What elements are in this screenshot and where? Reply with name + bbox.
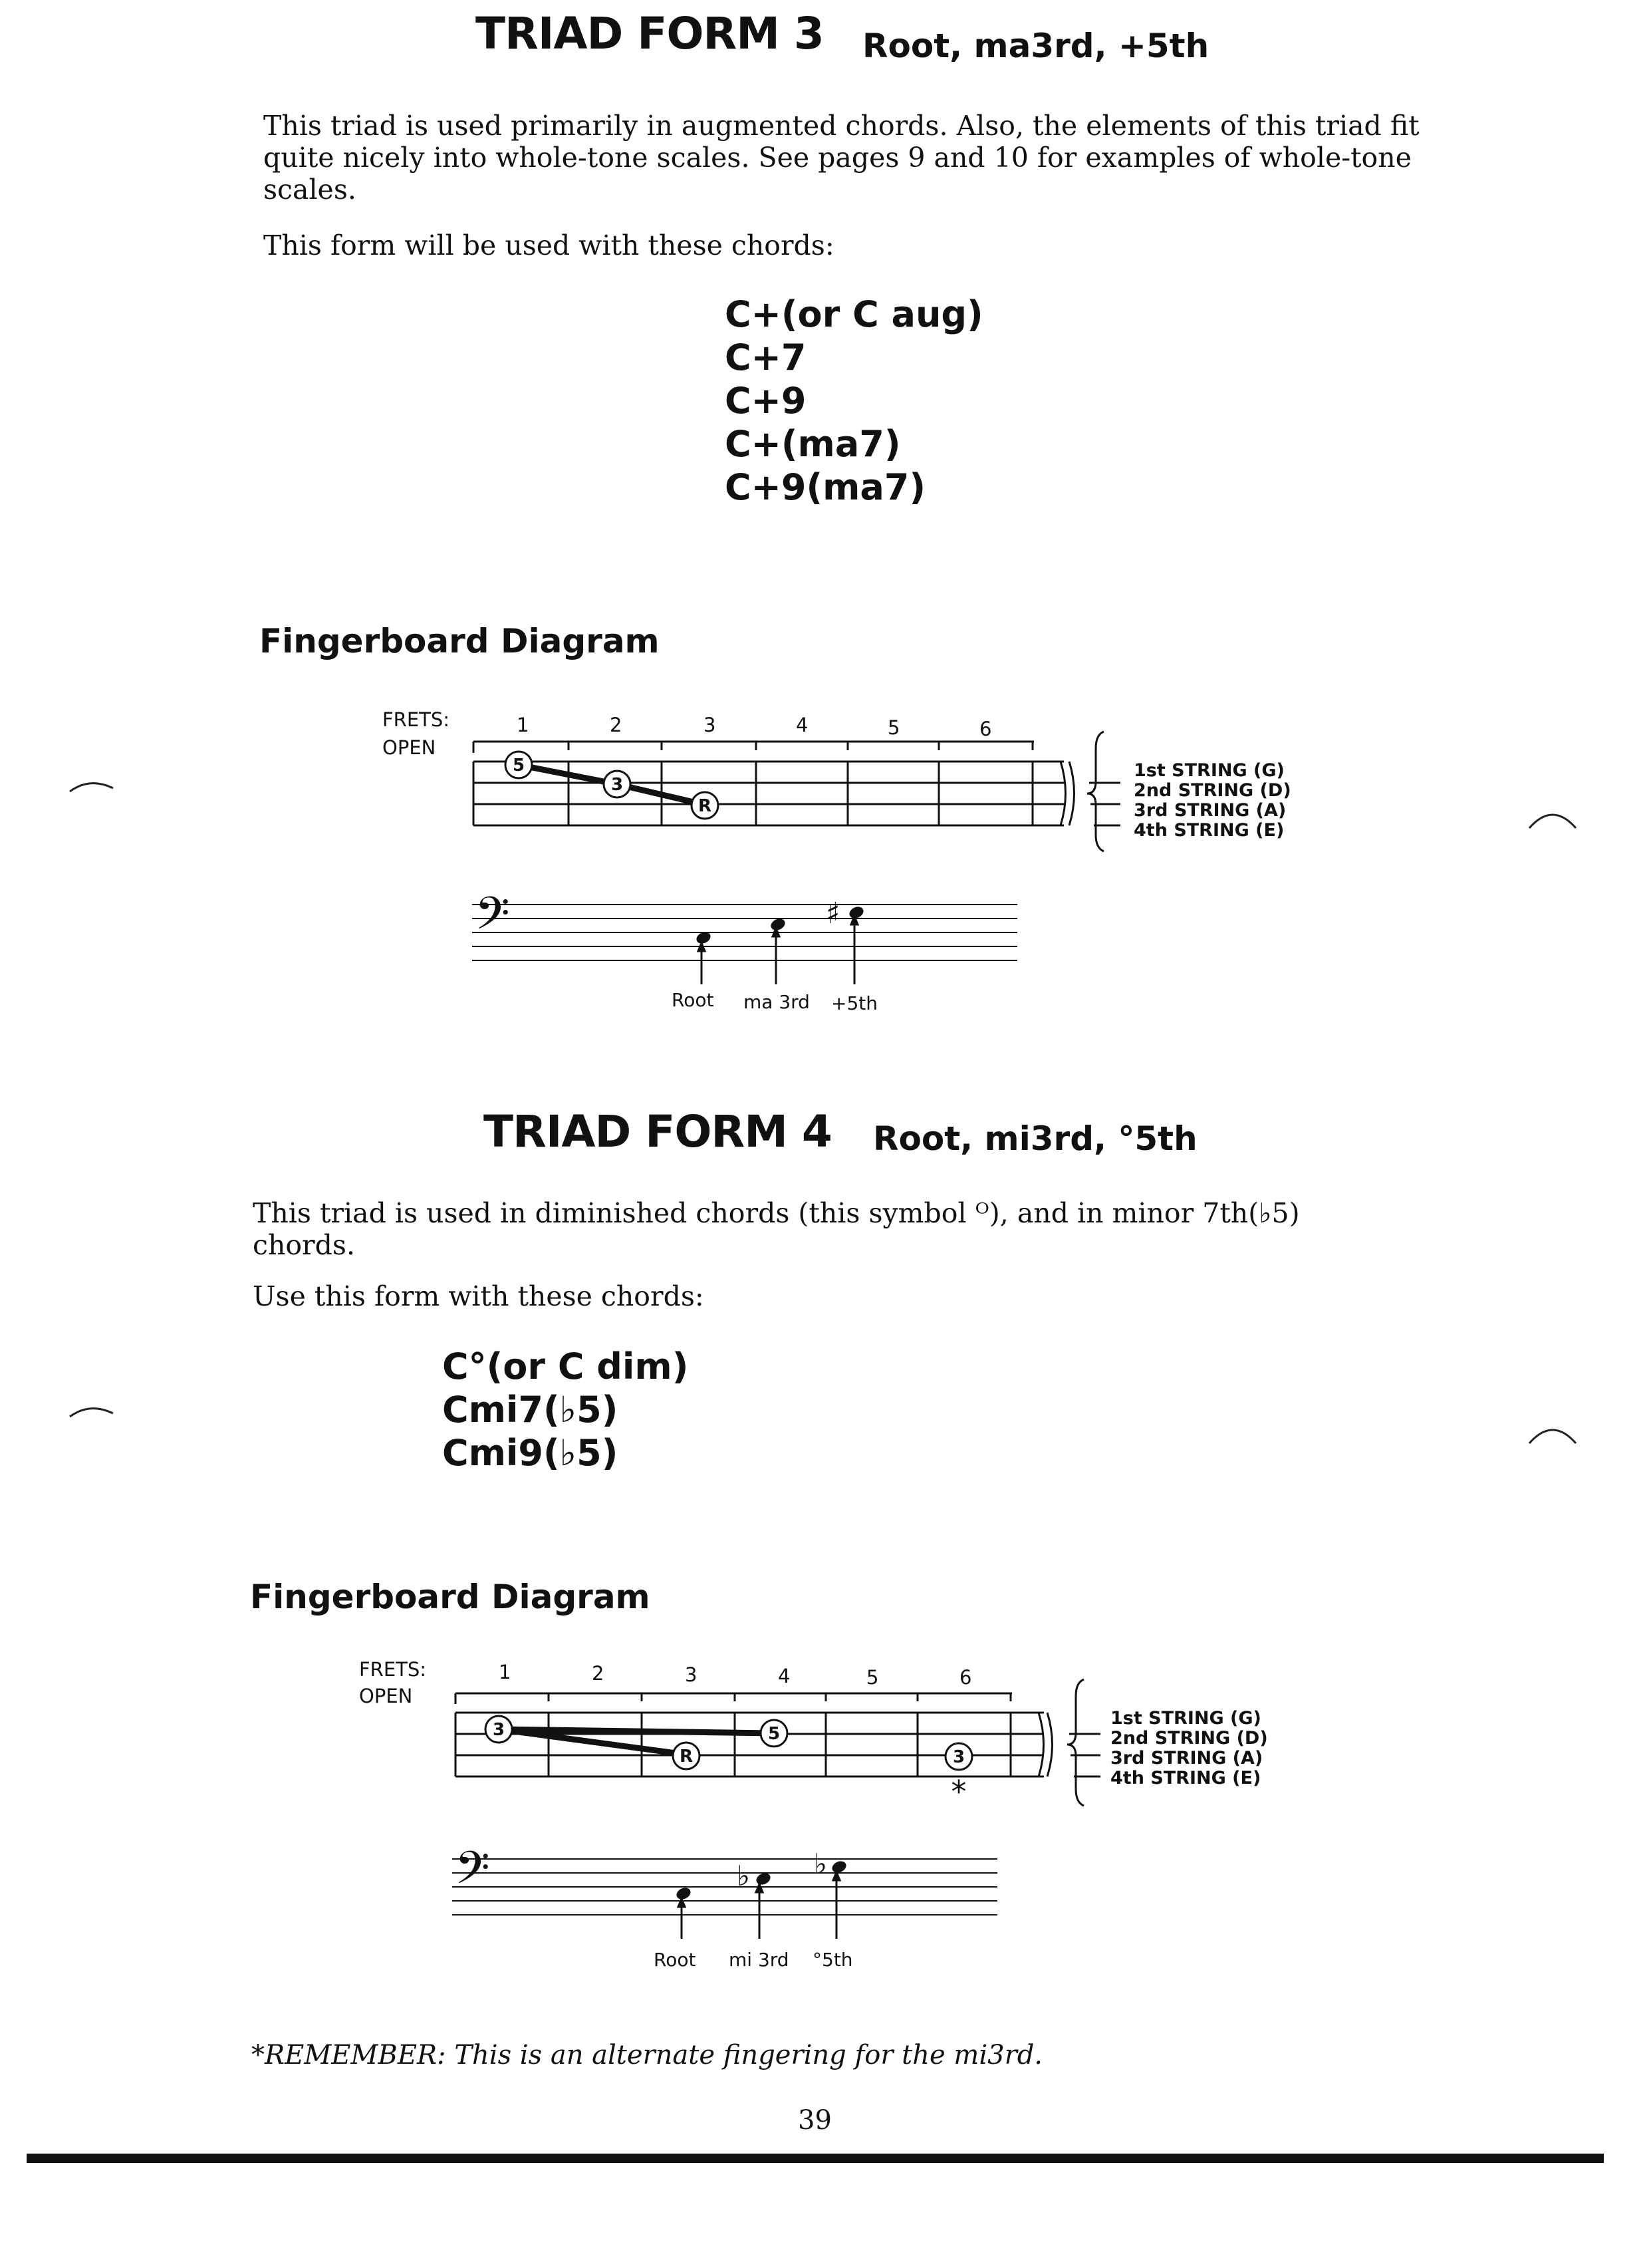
note-label: 5	[512, 756, 525, 776]
note-label: 3	[610, 775, 624, 795]
form3-diagram-heading: Fingerboard Diagram	[259, 622, 660, 660]
string-label: 1st STRING (G)	[1134, 760, 1285, 781]
form3-fingerboard	[465, 718, 1130, 865]
fret-number: 5	[866, 1666, 879, 1689]
frets-label: FRETS:	[382, 708, 450, 731]
note-label: 3	[952, 1747, 965, 1767]
open-label: OPEN	[382, 736, 436, 759]
chord-item: C+7	[725, 337, 807, 378]
remember-note: *REMEMBER: This is an alternate fingering for the mi3rd.	[251, 2040, 1043, 2070]
form4-chord-list	[442, 1345, 688, 1475]
form4-string-labels	[1110, 1708, 1268, 1789]
fret-number: 6	[959, 1666, 972, 1689]
fret-number: 1	[517, 714, 529, 736]
form3-paragraph: This triad is used primarily in augmented chords. Also, the elements of this triad fit quite nicely into whole-tone scales. See pages 9 and 10 for examples of whole-tone scales.	[263, 110, 1420, 206]
bass-clef-icon: 𝄢	[475, 888, 510, 951]
chord-item: C+9	[725, 380, 807, 422]
form4-title: TRIAD FORM 4	[483, 1106, 832, 1157]
fret-number: 5	[888, 716, 900, 739]
chord-item: C+(ma7)	[725, 423, 901, 465]
fret-number: 3	[685, 1663, 698, 1686]
fret-number: 3	[703, 714, 716, 736]
fret-number: 1	[499, 1661, 511, 1683]
note-label: 5	[767, 1724, 781, 1744]
form4-chords-intro: Use this form with these chords:	[253, 1280, 704, 1312]
chord-item: Cmi9(♭5)	[442, 1432, 618, 1474]
bottom-rule	[27, 2154, 1604, 2163]
string-label: 2nd STRING (D)	[1110, 1728, 1268, 1749]
note-head	[675, 1886, 693, 1902]
fret-number: 4	[778, 1665, 791, 1687]
asterisk-icon: *	[951, 1774, 967, 1810]
fret-number: 2	[610, 714, 622, 736]
form3-chords-intro: This form will be used with these chords:	[263, 229, 834, 261]
page-number: 39	[798, 2105, 832, 2136]
fret-number: 4	[796, 714, 809, 736]
flat-icon: ♭	[737, 1860, 750, 1892]
form4-fingerboard	[445, 1669, 1110, 1829]
note-label: R	[679, 1747, 694, 1767]
flat-icon: ♭	[814, 1848, 827, 1880]
form3-title: TRIAD FORM 3	[475, 8, 824, 59]
form4-diagram-heading: Fingerboard Diagram	[250, 1578, 650, 1616]
string-label: 1st STRING (G)	[1110, 1708, 1261, 1729]
sharp-icon: ♯	[826, 897, 840, 930]
fret-number: 2	[592, 1662, 604, 1685]
form4-paragraph: This triad is used in diminished chords (this symbol ᴼ), and in minor 7th(♭5) chords.	[253, 1197, 1300, 1261]
open-label: OPEN	[359, 1685, 413, 1707]
form4-subtitle: Root, mi3rd, °5th	[873, 1119, 1198, 1158]
string-label: 3rd STRING (A)	[1110, 1748, 1263, 1769]
form3-subtitle: Root, ma3rd, +5th	[862, 27, 1209, 65]
chord-item: C+(or C aug)	[725, 293, 983, 335]
frets-label: FRETS:	[359, 1658, 427, 1681]
staff-label-third: ma 3rd	[743, 991, 810, 1013]
chord-item: C+9(ma7)	[725, 466, 926, 508]
string-label: 4th STRING (E)	[1134, 820, 1285, 841]
form4-bass-staff	[445, 1839, 1017, 1945]
string-label: 2nd STRING (D)	[1134, 780, 1291, 801]
form3-bass-staff	[465, 885, 1037, 991]
note-label: 3	[492, 1720, 505, 1740]
string-label: 3rd STRING (A)	[1134, 800, 1287, 821]
staff-label-fifth: +5th	[831, 992, 878, 1014]
note-label: R	[698, 796, 712, 816]
string-label: 4th STRING (E)	[1110, 1768, 1261, 1788]
form3-string-labels	[1134, 760, 1291, 841]
chord-item: C°(or C dim)	[442, 1346, 689, 1387]
fret-number: 6	[979, 718, 992, 740]
form3-chord-list	[725, 293, 983, 509]
staff-label-root: Root	[672, 989, 714, 1011]
staff-label-root: Root	[654, 1949, 696, 1971]
staff-label-fifth: °5th	[813, 1949, 853, 1971]
bass-clef-icon: 𝄢	[455, 1842, 490, 1906]
staff-label-third: mi 3rd	[729, 1949, 789, 1971]
chord-item: Cmi7(♭5)	[442, 1389, 618, 1431]
